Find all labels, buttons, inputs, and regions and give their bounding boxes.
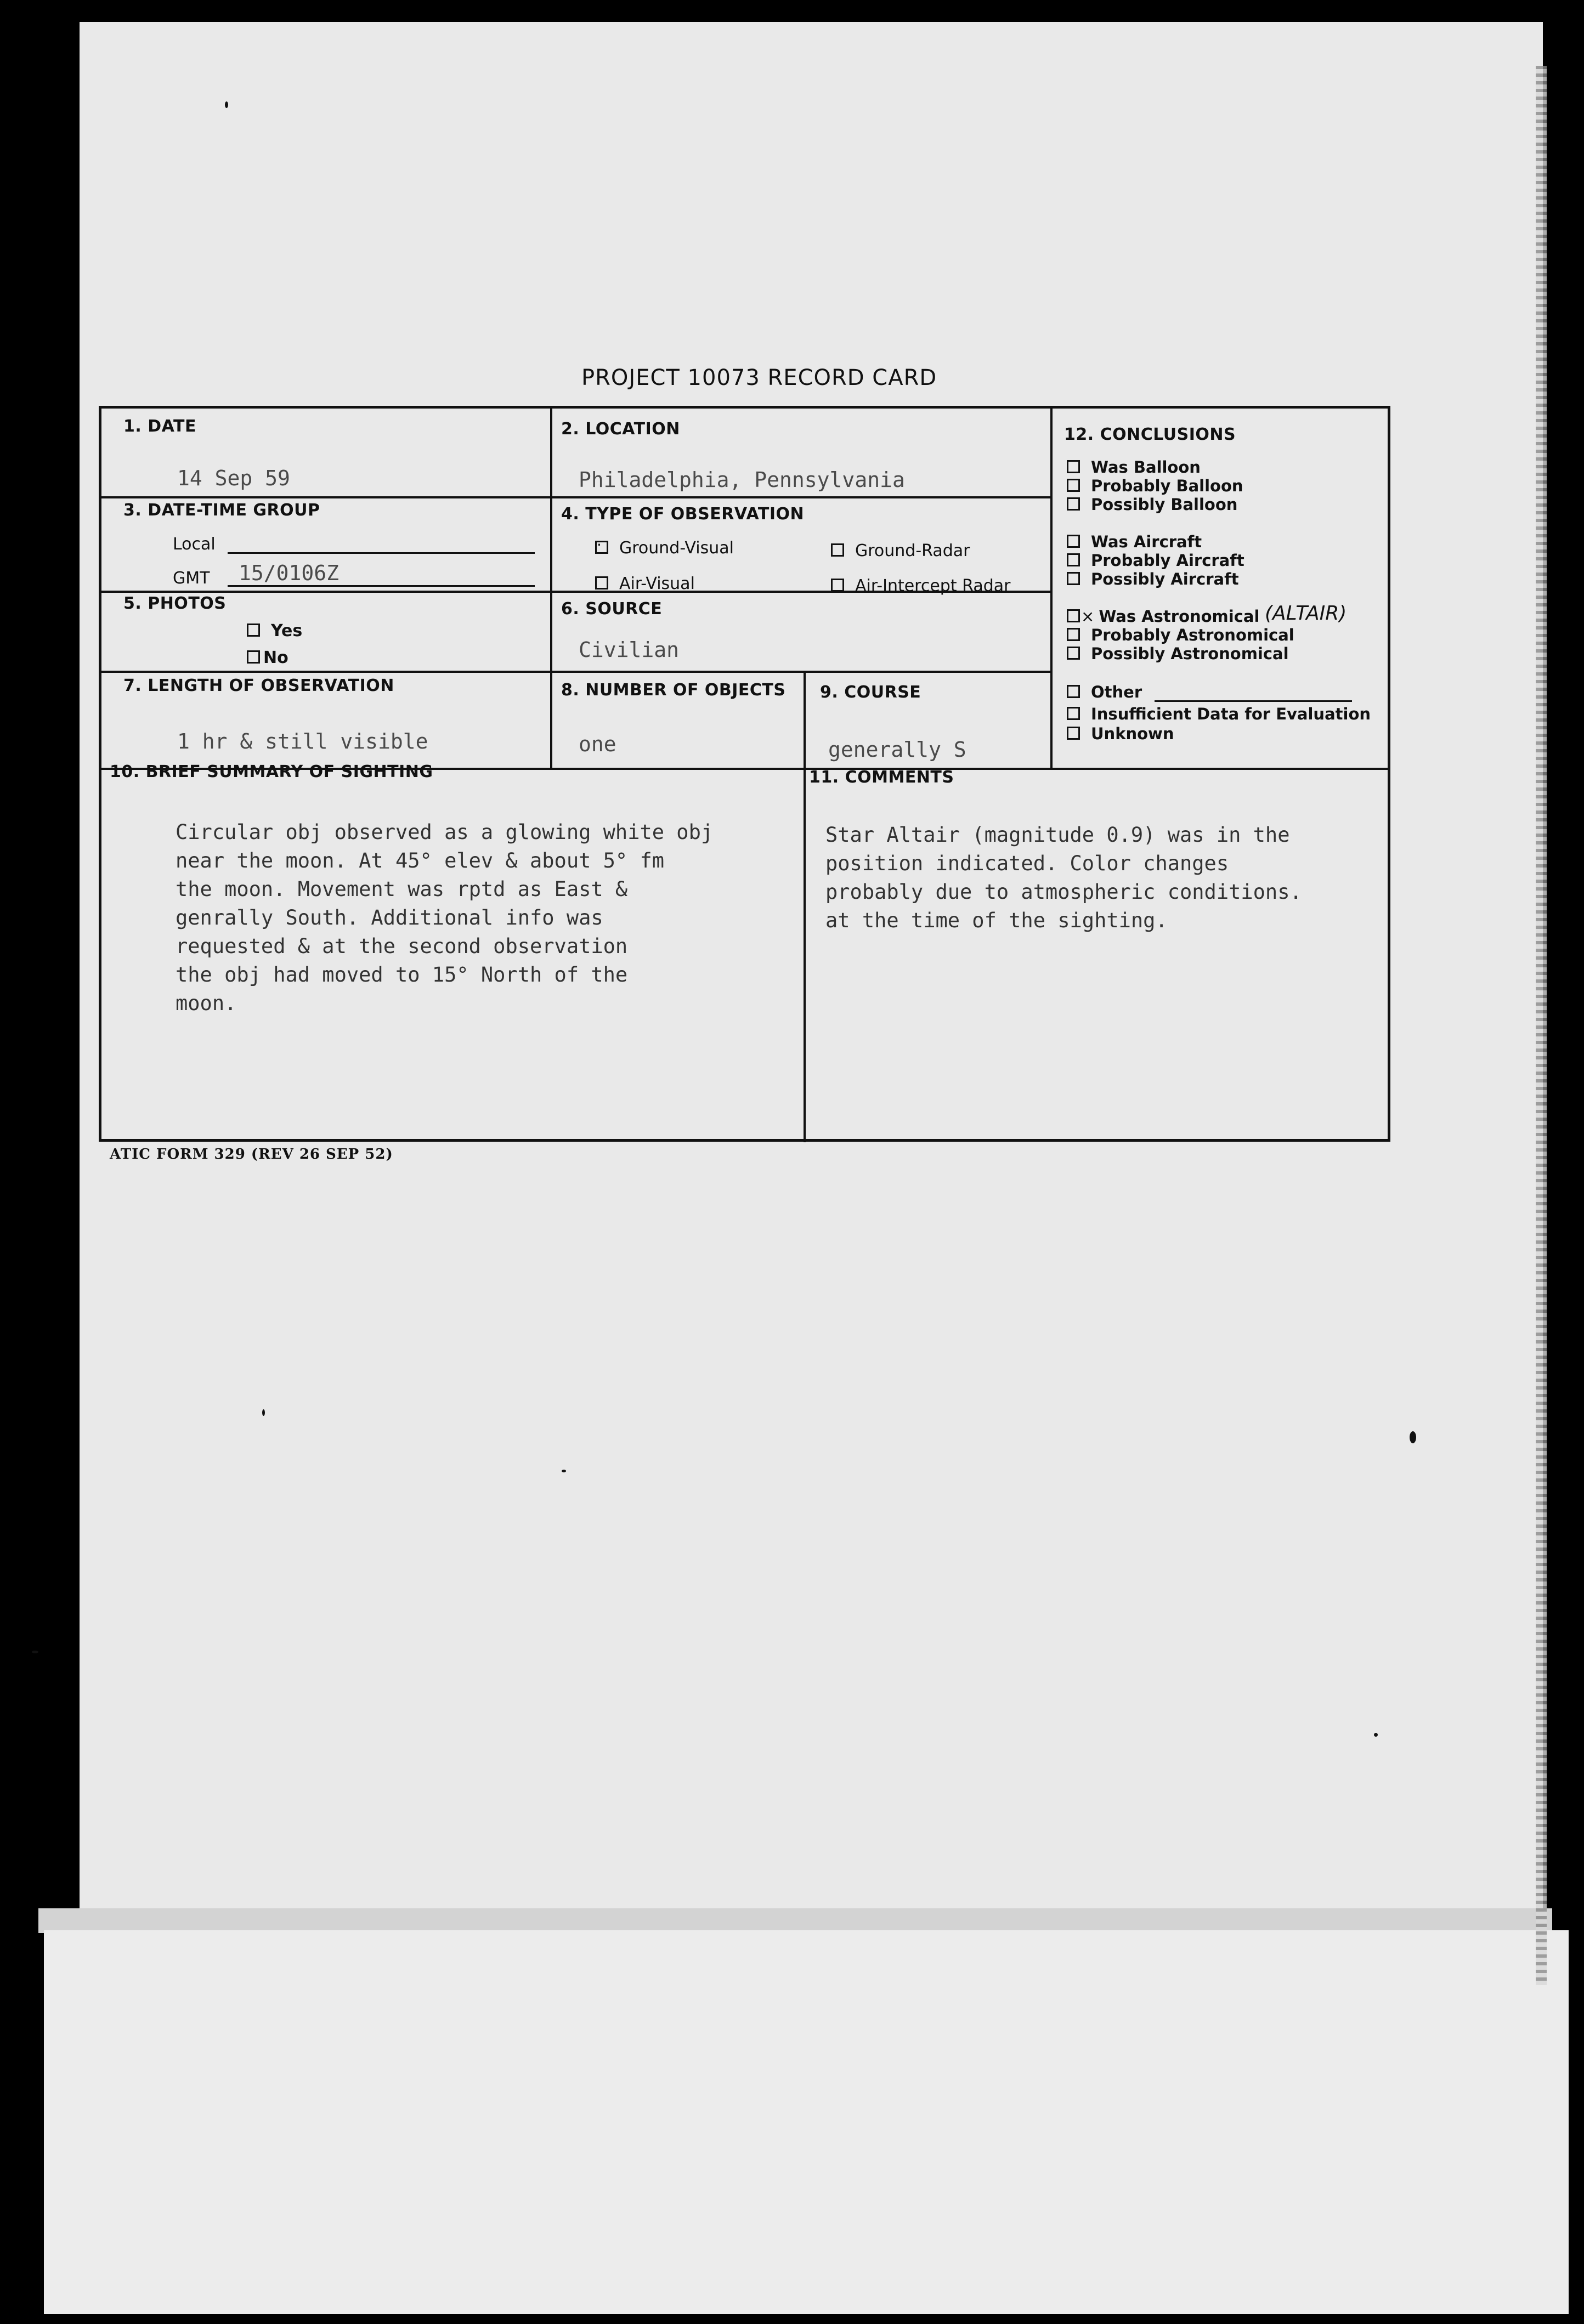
conclusion-option[interactable]	[1067, 477, 1243, 495]
num-objects-label: 8. NUMBER OF OBJECTS	[561, 681, 786, 700]
divider	[804, 671, 806, 768]
source-label: 6. SOURCE	[561, 599, 663, 619]
checkbox-icon[interactable]	[1067, 535, 1080, 548]
scan-speck	[562, 1470, 566, 1472]
checkbox-icon[interactable]	[1067, 727, 1080, 740]
comments-line: at the time of the sighting.	[825, 909, 1168, 932]
scan-speck	[1374, 1733, 1378, 1737]
record-card	[99, 406, 1390, 1142]
conclusion-option[interactable]	[1067, 570, 1239, 588]
card-title: PROJECT 10073 RECORD CARD	[581, 365, 937, 390]
conclusion-option[interactable]	[1067, 532, 1202, 551]
scan-speck	[1410, 1431, 1416, 1443]
air-visual-option[interactable]	[595, 574, 695, 593]
checkbox-icon[interactable]	[831, 543, 844, 557]
checkbox-icon[interactable]	[247, 623, 260, 637]
form-id: ATIC FORM 329 (REV 26 SEP 52)	[110, 1146, 393, 1163]
checkbox-icon[interactable]	[1067, 685, 1080, 698]
divider	[101, 671, 1050, 673]
comments-label: 11. COMMENTS	[809, 768, 954, 787]
summary-label: 10. BRIEF SUMMARY OF SIGHTING	[110, 762, 433, 781]
summary-line: requested & at the second observation	[176, 934, 628, 958]
conclusion-label: Was Astronomical	[1099, 607, 1260, 626]
conclusion-option[interactable]	[1067, 626, 1294, 644]
photos-yes-label: Yes	[271, 621, 303, 640]
local-label: Local	[173, 535, 216, 554]
conclusion-label: Was Balloon	[1091, 458, 1201, 477]
conclusion-label: Probably Aircraft	[1091, 551, 1244, 570]
other-line	[1155, 700, 1352, 702]
ground-radar-option[interactable]	[831, 541, 970, 560]
photos-yes-option[interactable]	[247, 621, 302, 640]
location-value: Philadelphia, Pennsylvania	[579, 468, 905, 492]
date-label: 1. DATE	[123, 417, 196, 436]
checkbox-icon[interactable]	[1067, 497, 1080, 511]
checkbox-icon[interactable]	[831, 579, 844, 592]
divider	[550, 409, 552, 768]
summary-text	[176, 790, 713, 1018]
photos-label: 5. PHOTOS	[123, 594, 227, 613]
summary-line: genrally South. Additional info was	[176, 906, 603, 929]
conclusion-label: Possibly Astronomical	[1091, 644, 1289, 663]
summary-line: Circular obj observed as a glowing white obj	[176, 820, 714, 844]
conclusion-option[interactable]	[1067, 705, 1371, 723]
conclusion-label: Probably Balloon	[1091, 477, 1243, 495]
summary-line: moon.	[176, 991, 237, 1015]
check-mark-icon: ×	[1081, 607, 1095, 626]
ground-radar-label: Ground-Radar	[855, 541, 970, 560]
divider	[1050, 409, 1053, 768]
checkbox-icon[interactable]	[1067, 647, 1080, 660]
gmt-value: 15/0106Z	[239, 561, 340, 585]
conclusion-label: Possibly Balloon	[1091, 495, 1238, 514]
conclusion-option-checked[interactable]	[1067, 607, 1259, 626]
checkbox-icon[interactable]	[247, 650, 260, 664]
comments-line: probably due to atmospheric conditions.	[825, 880, 1302, 904]
conclusion-label: Other	[1091, 683, 1142, 701]
photos-no-label: No	[263, 648, 288, 667]
conclusion-label: Was Aircraft	[1091, 532, 1202, 551]
gmt-line	[228, 585, 535, 587]
air-visual-label: Air-Visual	[619, 574, 695, 593]
summary-line: the obj had moved to 15° North of the	[176, 963, 628, 987]
lower-sheet	[44, 1930, 1569, 2314]
air-intercept-label: Air-Intercept Radar	[855, 576, 1011, 596]
num-objects-value: one	[579, 732, 616, 756]
comments-line: position indicated. Color changes	[825, 852, 1229, 875]
comments-line: Star Altair (magnitude 0.9) was in the	[825, 823, 1290, 847]
checkbox-icon[interactable]	[595, 576, 608, 589]
conclusion-option[interactable]	[1067, 724, 1174, 743]
checkbox-icon[interactable]	[1067, 628, 1080, 641]
checkbox-icon[interactable]	[1067, 609, 1080, 622]
conclusions-label: 12. CONCLUSIONS	[1064, 425, 1236, 444]
checkbox-icon[interactable]	[1067, 479, 1080, 492]
source-value: Civilian	[579, 638, 680, 662]
conclusion-label: Possibly Aircraft	[1091, 570, 1239, 588]
sheet-shadow	[38, 1908, 1552, 1933]
scan-speck	[262, 1409, 265, 1416]
sheet-edge	[1536, 66, 1547, 1985]
handwritten-note: (ALTAIR)	[1265, 602, 1347, 625]
photos-no-option[interactable]	[247, 648, 288, 667]
course-label: 9. COURSE	[820, 683, 921, 702]
checkbox-icon[interactable]: ·	[595, 541, 608, 554]
comments-text	[825, 792, 1302, 935]
course-value: generally S	[828, 738, 966, 762]
conclusion-option[interactable]	[1067, 551, 1244, 570]
summary-line: the moon. Movement was rptd as East &	[176, 877, 628, 901]
air-intercept-option[interactable]	[831, 576, 1010, 596]
checkbox-icon[interactable]	[1067, 707, 1080, 720]
dtg-label: 3. DATE-TIME GROUP	[123, 501, 320, 520]
checkbox-icon[interactable]	[1067, 553, 1080, 566]
conclusion-label: Probably Astronomical	[1091, 626, 1294, 644]
conclusion-option[interactable]	[1067, 495, 1237, 514]
conclusion-option[interactable]	[1067, 683, 1142, 701]
summary-line: near the moon. At 45° elev & about 5° fm	[176, 849, 665, 872]
conclusion-label: Unknown	[1091, 724, 1174, 743]
length-value: 1 hr & still visible	[177, 729, 428, 753]
gmt-label: GMT	[173, 569, 210, 588]
ground-visual-label: Ground-Visual	[619, 539, 734, 558]
type-obs-label: 4. TYPE OF OBSERVATION	[561, 505, 805, 524]
divider	[101, 496, 1050, 498]
conclusion-option[interactable]	[1067, 644, 1289, 663]
checkbox-icon[interactable]	[1067, 572, 1080, 585]
divider	[804, 768, 806, 1142]
scan-speck	[32, 1651, 38, 1653]
length-label: 7. LENGTH OF OBSERVATION	[123, 676, 394, 695]
location-label: 2. LOCATION	[561, 420, 680, 439]
checkbox-icon[interactable]	[1067, 460, 1080, 473]
ground-visual-option[interactable]	[595, 535, 734, 558]
date-value: 14 Sep 59	[177, 466, 290, 490]
conclusion-option[interactable]	[1067, 458, 1201, 477]
scan-speck	[225, 101, 228, 108]
conclusion-label: Insufficient Data for Evaluation	[1091, 705, 1371, 723]
local-line	[228, 552, 535, 554]
